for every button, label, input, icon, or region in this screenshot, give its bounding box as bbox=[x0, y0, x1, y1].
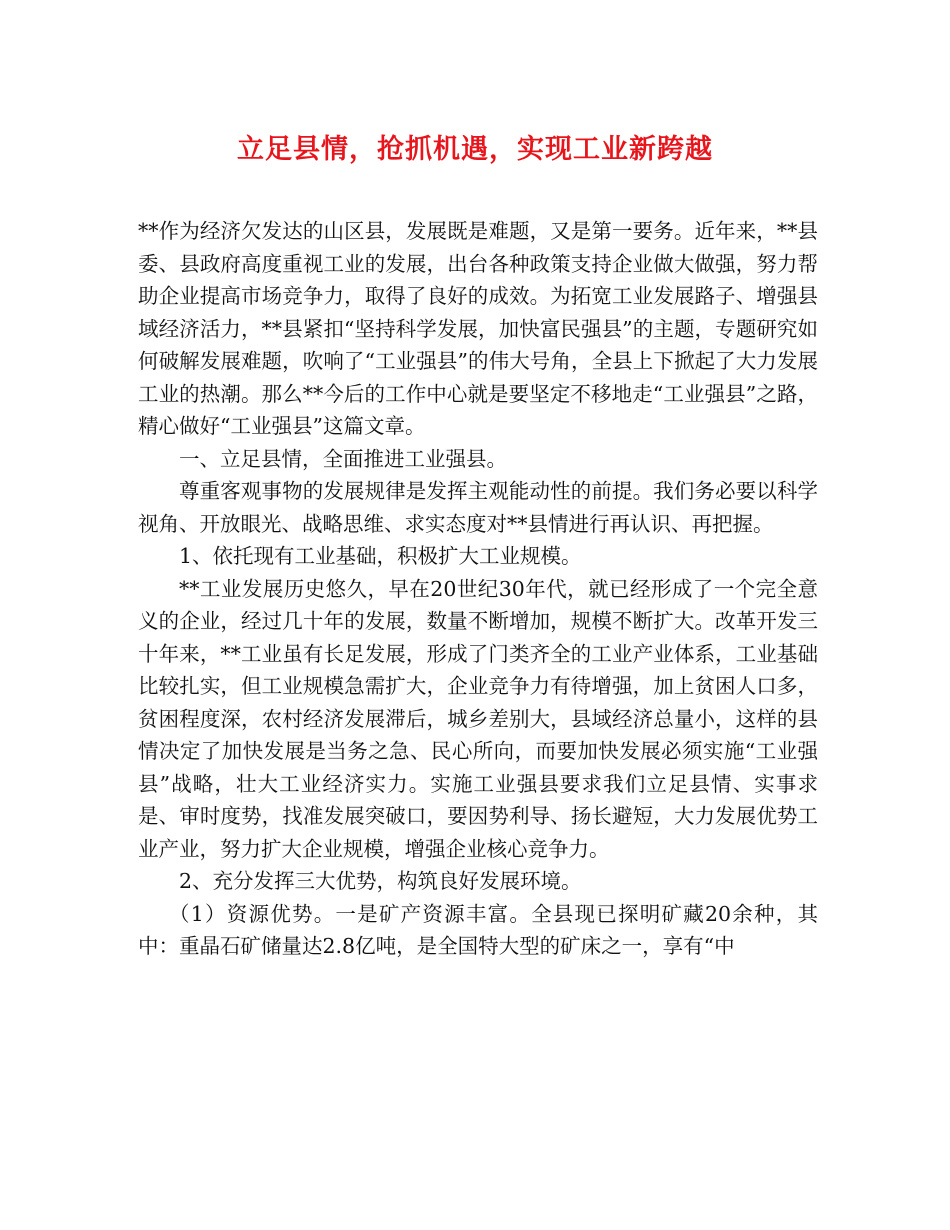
document-title: 立足县情，抢抓机遇，实现工业新跨越 bbox=[237, 134, 713, 165]
paragraph-subsection-1: **工业发展历史悠久，早在20世纪30年代，就已经形成了一个完全意义的企业，经过几十年的发展，数量不断增加，规模不断扩大。改革开发三十年来，**工业虽有长足发展，形成了门类齐全的工业产业体系，工业基础比较扎实，但工业规模急需扩大，企业竞争力有待增强，加上贫困人口多，贫困程度深，农村经济发展滞后，城乡差别大，县域经济总量小，这样的县情决定了加快发展是当务之急、民心所向，而要加快发展必须实施“工业强县”战略，壮大工业经济实力。实施工业强县要求我们立足县情、实事求是、审时度势，找准发展突破口，要因势利导、扬长避短，大力发展优势工业产业，努力扩大企业规模，增强企业核心竞争力。 bbox=[138, 576, 818, 861]
paragraph-section-1: 尊重客观事物的发展规律是发挥主观能动性的前提。我们务必要以科学视角、开放眼光、战略思维、求实态度对**县情进行再认识、再把握。 bbox=[138, 479, 818, 536]
paragraph-resource-advantage: （1）资源优势。一是矿产资源丰富。全县现已探明矿藏20余种，其中：重晶石矿储量达2.8亿吨，是全国特大型的矿床之一，享有“中 bbox=[138, 901, 818, 958]
paragraph-intro: **作为经济欠发达的山区县，发展既是难题，又是第一要务。近年来，**县委、县政府高度重视工业的发展，出台各种政策支持企业做大做强，努力帮助企业提高市场竞争力，取得了良好的成效。为拓宽工业发展路子、增强县域经济活力，**县紧扣“坚持科学发展，加快富民强县”的主题，专题研究如何破解发展难题，吹响了“工业强县”的伟大号角，全县上下掀起了大力发展工业的热潮。那么**今后的工作中心就是要坚定不移地走“工业强县”之路，精心做好“工业强县”这篇文章。 bbox=[138, 219, 818, 438]
subheading-1: 1、依托现有工业基础，积极扩大工业规模。 bbox=[179, 544, 582, 568]
document-body bbox=[138, 215, 818, 963]
subheading-2: 2、充分发挥三大优势，构筑良好发展环境。 bbox=[179, 869, 582, 893]
section-heading-1: 一、立足县情，全面推进工业强县。 bbox=[179, 446, 507, 471]
